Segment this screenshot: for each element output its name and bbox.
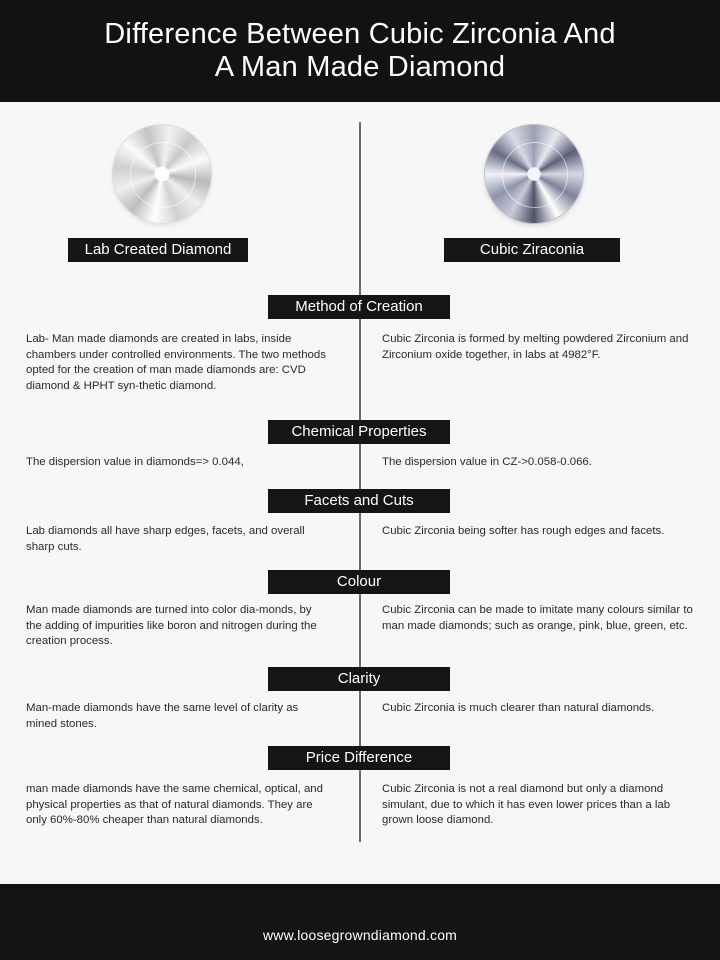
section-left-text-facets: Lab diamonds all have sharp edges, facets, and overall sharp cuts. (26, 525, 305, 553)
section-title-method-of-creation: Method of Creation (268, 295, 450, 319)
header-banner (0, 0, 720, 102)
section-left-text-price: man made diamonds have the same chemical, optical, and physical properties as that of natural diamonds. They are only 60%-80% cheaper than natural diamonds. (26, 783, 323, 827)
section-left-text-chemical: The dispersion value in diamonds=> 0.044, (26, 456, 244, 468)
section-right-text-chemical: The dispersion value in CZ->0.058-0.066. (382, 456, 592, 468)
section-left-text-colour: Man made diamonds are turned into color dia-monds, by the adding of impurities like boron and nitrogen during the creation process. (26, 604, 317, 648)
lab-diamond-image (112, 124, 212, 224)
section-title-chemical-properties: Chemical Properties (268, 420, 450, 444)
section-right-text-price: Cubic Zirconia is not a real diamond but only a diamond simulant, due to which it has even lower prices than a lab grown loose diamond. (382, 783, 671, 827)
page-title-line-1: Difference Between Cubic Zirconia And (104, 18, 616, 50)
section-right-text-clarity: Cubic Zirconia is much clearer than natural diamonds. (382, 702, 655, 714)
section-right-text-colour: Cubic Zirconia can be made to imitate many colours similar to man made diamonds; such as orange, pink, blue, green, etc. (382, 604, 693, 632)
section-right-text-method: Cubic Zirconia is formed by melting powdered Zirconium and Zirconium oxide together, in labs at 4982°F. (382, 333, 689, 361)
lab-created-diamond-label: Lab Created Diamond (68, 238, 248, 262)
footer-bar (0, 884, 720, 960)
section-title-price-difference: Price Difference (268, 746, 450, 770)
section-right-text-facets: Cubic Zirconia being softer has rough edges and facets. (382, 525, 665, 537)
center-divider (359, 122, 361, 842)
section-title-clarity: Clarity (268, 667, 450, 691)
website-url[interactable]: www.loosegrowndiamond.com (262, 927, 458, 943)
section-left-text-clarity: Man-made diamonds have the same level of clarity as mined stones. (26, 702, 299, 730)
section-title-colour: Colour (268, 570, 450, 594)
cubic-zirconia-label: Cubic Ziraconia (444, 238, 620, 262)
cubic-zirconia-image (484, 124, 584, 224)
page-title-line-2: A Man Made Diamond (214, 51, 506, 83)
section-left-text-method: Lab- Man made diamonds are created in labs, inside chambers under controlled environments. The two methods opted for the creation of man made diamonds are: CVD diamond & HPHT syn-thetic diamond. (26, 333, 326, 393)
section-title-facets-and-cuts: Facets and Cuts (268, 489, 450, 513)
